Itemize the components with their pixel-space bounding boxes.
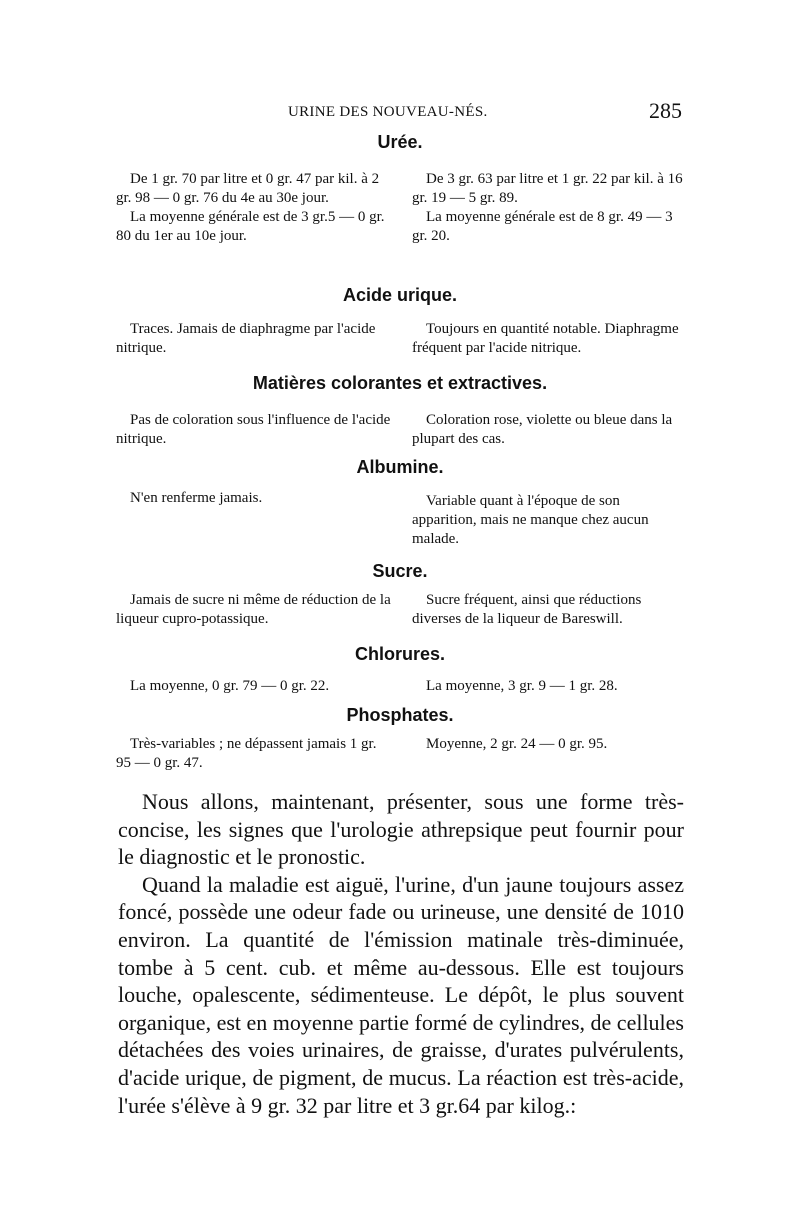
- chlorures-right-para: La moyenne, 3 gr. 9 — 1 gr. 28.: [426, 678, 618, 694]
- section-heading-sucre: Sucre.: [372, 561, 428, 581]
- albumine-left-para: N'en renferme jamais.: [130, 490, 263, 506]
- matieres-left-column: [116, 411, 392, 449]
- chlorures-left-para: La moyenne, 0 gr. 79 — 0 gr. 22.: [130, 678, 330, 694]
- matieres-left-para: Pas de coloration sous l'influence de l'acide nitrique.: [116, 412, 391, 447]
- phosphates-right-para: Moyenne, 2 gr. 24 — 0 gr. 95.: [426, 736, 608, 752]
- uree-right-para-2: La moyenne générale est de 8 gr. 49 — 3 gr. 20.: [412, 209, 673, 244]
- section-heading-matieres-colorantes: Matières colorantes et extractives.: [252, 373, 548, 393]
- sucre-left-column: [116, 591, 392, 629]
- uree-left-column: [116, 170, 392, 246]
- body-paragraph-2: Quand la maladie est aiguë, l'urine, d'un jaune toujours assez foncé, possède une odeur fade ou urineuse, une densité de 1010 environ. La quantité de l'émission matinale très-diminuée, tombe à 5 cent. cub. et même au-dessous. Elle est toujours louche, opalescente, sédimenteuse. Le dépôt, le plus souvent organique, est en moyenne partie formé de cylindres, de cellules détachées des voies urinaires, de graisse, d'urates pulvérulents, d'acide urique, de pigment, de mucus. La réaction est très-acide, l'urée s'élève à 9 gr. 32 par litre et 3 gr.64 par kilog.:: [118, 871, 684, 1118]
- acide-urique-left-column: [116, 320, 392, 358]
- section-heading-albumine: Albumine.: [356, 457, 444, 477]
- body-text: [118, 788, 684, 1119]
- sucre-left-para: Jamais de sucre ni même de réduction de la liqueur cupro-potassique.: [116, 592, 391, 627]
- uree-right-column: [412, 170, 684, 246]
- uree-left-para-1: De 1 gr. 70 par litre et 0 gr. 47 par kil. à 2 gr. 98 — 0 gr. 76 du 4e au 30e jour.: [116, 171, 380, 206]
- albumine-right-para: Variable quant à l'époque de son apparition, mais ne manque chez aucun malade.: [412, 493, 649, 547]
- page-number: 285: [649, 98, 682, 123]
- section-heading-acide-urique: Acide urique.: [342, 285, 458, 305]
- acide-urique-right-para: Toujours en quantité notable. Diaphragme fréquent par l'acide nitrique.: [412, 321, 679, 356]
- uree-right-para-1: De 3 gr. 63 par litre et 1 gr. 22 par kil. à 16 gr. 19 — 5 gr. 89.: [412, 171, 683, 206]
- sucre-right-para: Sucre fréquent, ainsi que réductions diverses de la liqueur de Bareswill.: [412, 592, 642, 627]
- section-heading-chlorures: Chlorures.: [354, 644, 446, 664]
- running-title: URINE DES NOUVEAU-NÉS.: [288, 104, 488, 120]
- body-paragraph-1: Nous allons, maintenant, présenter, sous une forme très-concise, les signes que l'urologie athrepsique peut fournir pour le diagnostic et le pronostic.: [118, 789, 684, 870]
- albumine-left-column: [116, 489, 392, 508]
- section-heading-phosphates: Phosphates.: [346, 705, 454, 725]
- section-heading-uree: Urée.: [377, 132, 423, 152]
- matieres-right-para: Coloration rose, violette ou bleue dans la plupart des cas.: [412, 412, 673, 447]
- albumine-right-column: [412, 492, 684, 549]
- phosphates-left-column: [116, 735, 392, 773]
- chlorures-right-column: [412, 677, 684, 696]
- matieres-right-column: [412, 411, 684, 449]
- uree-left-para-2: La moyenne générale est de 3 gr.5 — 0 gr. 80 du 1er au 10e jour.: [116, 209, 385, 244]
- sucre-right-column: [412, 591, 684, 629]
- acide-urique-left-para: Traces. Jamais de diaphragme par l'acide nitrique.: [116, 321, 376, 356]
- phosphates-right-column: [412, 735, 684, 754]
- phosphates-left-para: Très-variables ; ne dépassent jamais 1 gr. 95 — 0 gr. 47.: [116, 736, 377, 771]
- acide-urique-right-column: [412, 320, 684, 358]
- chlorures-left-column: [116, 677, 392, 696]
